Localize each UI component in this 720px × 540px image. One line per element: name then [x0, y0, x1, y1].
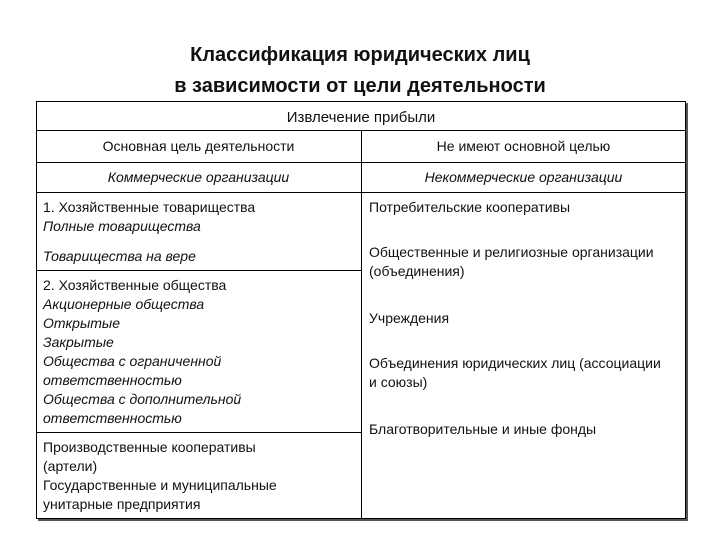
list-item: Благотворительные и иные фонды [369, 421, 597, 437]
section-companies-heading: 2. Хозяйственные общества [43, 277, 227, 293]
section-partnerships-heading: 1. Хозяйственные товарищества [43, 199, 256, 215]
list-item: Государственные и муниципальные [43, 477, 277, 493]
classification-table [36, 101, 686, 519]
list-item: Товарищества на вере [43, 248, 196, 264]
column-header-right: Не имеют основной целью [436, 138, 611, 154]
list-item: (артели) [43, 458, 98, 474]
column-divider [361, 130, 362, 518]
type-noncommercial: Некоммерческие организации [424, 169, 623, 185]
list-item: унитарные предприятия [43, 496, 201, 512]
list-item: Потребительские кооперативы [369, 199, 571, 215]
list-item: Полные товарищества [43, 218, 201, 234]
list-item: Закрытые [43, 334, 114, 350]
list-item: Производственные кооперативы [43, 439, 256, 455]
type-commercial: Коммерческие организации [107, 169, 290, 185]
list-item: Открытые [43, 315, 120, 331]
header-profit: Извлечение прибыли [286, 109, 436, 126]
list-item: Общества с ограниченной [43, 353, 222, 369]
divider [37, 432, 361, 433]
list-item: Общества с дополнительной [43, 391, 242, 407]
list-item: Общественные и религиозные организации (объединения) [369, 244, 654, 279]
title-line-2: в зависимости от цели деятельности [174, 75, 546, 97]
divider [37, 270, 361, 271]
list-item: Учреждения [369, 310, 450, 326]
list-item: Объединения юридических лиц (ассоциации и союзы) [369, 355, 661, 390]
list-item: ответственностью [43, 410, 182, 426]
title-line-1: Классификация юридических лиц [190, 44, 530, 66]
list-item: Акционерные общества [43, 296, 205, 312]
list-item: ответственностью [43, 372, 182, 388]
column-header-left: Основная цель деятельности [102, 138, 295, 154]
page-title [0, 40, 720, 102]
